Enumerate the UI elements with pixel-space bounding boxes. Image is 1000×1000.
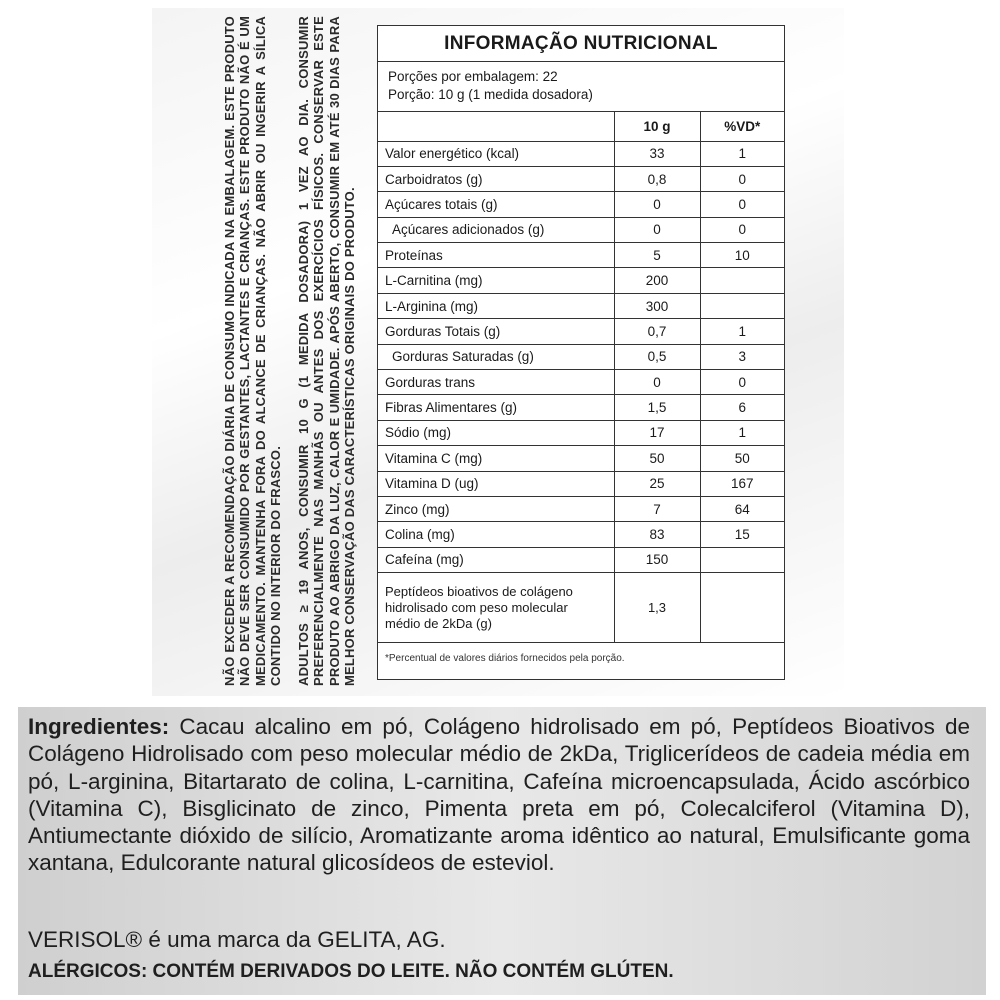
nutrition-row [378,496,784,521]
nutrient-amount: 300 [614,293,700,318]
nutrition-row [378,420,784,445]
nutrition-title: INFORMAÇÃO NUTRICIONAL [378,26,784,62]
nutrient-name: Açúcares totais (g) [378,192,614,217]
nutrient-name: Sódio (mg) [378,420,614,445]
nutrient-name: Peptídeos bioativos de colágeno hidrolisado com peso molecular médio de 2kDa (g) [378,573,614,643]
nutrient-amount: 83 [614,522,700,547]
nutrition-row [378,547,784,572]
nutrient-amount: 25 [614,471,700,496]
nutrient-name: Fibras Alimentares (g) [378,395,614,420]
nutrient-name: Vitamina C (mg) [378,446,614,471]
warnings-vertical-text: NÃO EXCEDER A RECOMENDAÇÃO DIÁRIA DE CONSUMO INDICADA NA EMBALAGEM. ESTE PRODUTO NÃO DEVE SER CONSUMIDO POR GESTANTES, LACTANTES E CRIANÇAS. ESTE PRODUTO NÃO É UM MEDICAMENTO. MANTENHA FORA DO ALCANCE DE CRIANÇAS. NÃO ABRIR OU INGERIR A SÍLICA CONTIDO NO INTERIOR DO FRASCO. [222,16,283,686]
nutrition-footnote: *Percentual de valores diários fornecidos pela porção. [385,653,625,665]
nutrition-row [378,243,784,268]
nutrient-vd: 167 [700,471,784,496]
header-empty-cell [378,112,614,141]
nutrient-vd: 1 [700,420,784,445]
nutrient-amount: 7 [614,496,700,521]
nutrition-row [378,166,784,191]
nutrient-name: Cafeína (mg) [378,547,614,572]
nutrient-name: Gorduras Totais (g) [378,319,614,344]
nutrient-amount: 1,5 [614,395,700,420]
nutrient-vd [700,573,784,643]
nutrition-header-row [378,112,784,141]
ingredients-list: Cacau alcalino em pó, Colágeno hidrolisado em pó, Peptídeos Bioativos de Colágeno Hidrolisado com peso molecular médio de 2kDa, Triglicerídeos de cadeia média em pó, L-arginina, Bitartarato de colina, L-carnitina, Cafeína microencapsulada, Ácido ascórbico (Vitamina C), Bisglicinato de zinco, Pimenta preta em pó, Colecalciferol (Vitamina D), Antiumectante dióxido de silício, Aromatizante aroma idêntico ao natural, Emulsificante goma xantana, Edulcorante natural glicosídeos de esteviol. [28,714,970,876]
nutrient-vd: 0 [700,166,784,191]
nutrient-vd: 6 [700,395,784,420]
nutrient-name: Proteínas [378,243,614,268]
ingredients-label: Ingredientes: [28,714,170,739]
nutrition-row [378,319,784,344]
nutrient-amount: 0 [614,217,700,242]
nutrient-vd: 50 [700,446,784,471]
nutrition-row [378,573,784,643]
nutrient-name: L-Carnitina (mg) [378,268,614,293]
header-vd: %VD* [700,112,784,141]
nutrient-name: Açúcares adicionados (g) [378,217,614,242]
nutrient-amount: 0 [614,192,700,217]
nutrition-row [378,293,784,318]
nutrient-vd [700,293,784,318]
nutrient-amount: 33 [614,141,700,166]
allergy-warning: ALÉRGICOS: CONTÉM DERIVADOS DO LEITE. NÃO CONTÉM GLÚTEN. [28,961,674,982]
nutrient-vd: 0 [700,217,784,242]
nutrition-grid [378,112,784,643]
nutrient-amount: 50 [614,446,700,471]
nutrient-vd: 10 [700,243,784,268]
usage-vertical-text: ADULTOS ≥ 19 ANOS, CONSUMIR 10 G (1 MEDIDA DOSADORA) 1 VEZ AO DIA. CONSUMIR PREFERENCIALMENTE NAS MANHÃS OU ANTES DOS EXERCÍCIOS FÍSICOS. CONSERVAR ESTE PRODUTO AO ABRIGO DA LUZ, CALOR E UMIDADE. APÓS ABERTO, CONSUMIR EM ATÉ 30 DIAS PARA MELHOR CONSERVAÇÃO DAS CARACTERÍSTICAS ORIGINAIS DO PRODUTO. [296,16,357,686]
nutrient-amount: 150 [614,547,700,572]
nutrient-name: Valor energético (kcal) [378,141,614,166]
nutrient-name: L-Arginina (mg) [378,293,614,318]
nutrient-amount: 17 [614,420,700,445]
ingredients-text [28,713,970,877]
header-amount: 10 g [614,112,700,141]
portions-per-package: Porções por embalagem: 22 [388,69,558,84]
nutrition-row [378,344,784,369]
nutrition-row [378,268,784,293]
nutrient-name: Vitamina D (ug) [378,471,614,496]
nutrient-vd: 1 [700,141,784,166]
nutrient-name: Carboidratos (g) [378,166,614,191]
nutrient-vd [700,268,784,293]
nutrition-row [378,395,784,420]
nutrient-vd [700,547,784,572]
nutrient-name: Gorduras trans [378,370,614,395]
nutrient-name: Zinco (mg) [378,496,614,521]
nutrition-row [378,141,784,166]
nutrition-table [377,25,785,680]
nutrition-row [378,471,784,496]
nutrient-amount: 1,3 [614,573,700,643]
nutrient-amount: 200 [614,268,700,293]
nutrition-row [378,217,784,242]
nutrient-vd: 3 [700,344,784,369]
nutrition-row [378,446,784,471]
nutrient-amount: 0,7 [614,319,700,344]
nutrient-name: Gorduras Saturadas (g) [378,344,614,369]
ingredients-panel [18,707,986,995]
portion-info [378,62,784,112]
nutrient-vd: 1 [700,319,784,344]
trademark-note: VERISOL® é uma marca da GELITA, AG. [28,927,446,952]
nutrition-row [378,522,784,547]
nutrient-vd: 0 [700,370,784,395]
nutrition-row [378,192,784,217]
nutrition-row [378,370,784,395]
nutrient-amount: 0,8 [614,166,700,191]
portion-size: Porção: 10 g (1 medida dosadora) [388,87,593,102]
nutrient-amount: 0,5 [614,344,700,369]
nutrient-vd: 64 [700,496,784,521]
nutrient-amount: 0 [614,370,700,395]
nutrient-vd: 0 [700,192,784,217]
nutrient-amount: 5 [614,243,700,268]
nutrient-name: Colina (mg) [378,522,614,547]
nutrient-vd: 15 [700,522,784,547]
